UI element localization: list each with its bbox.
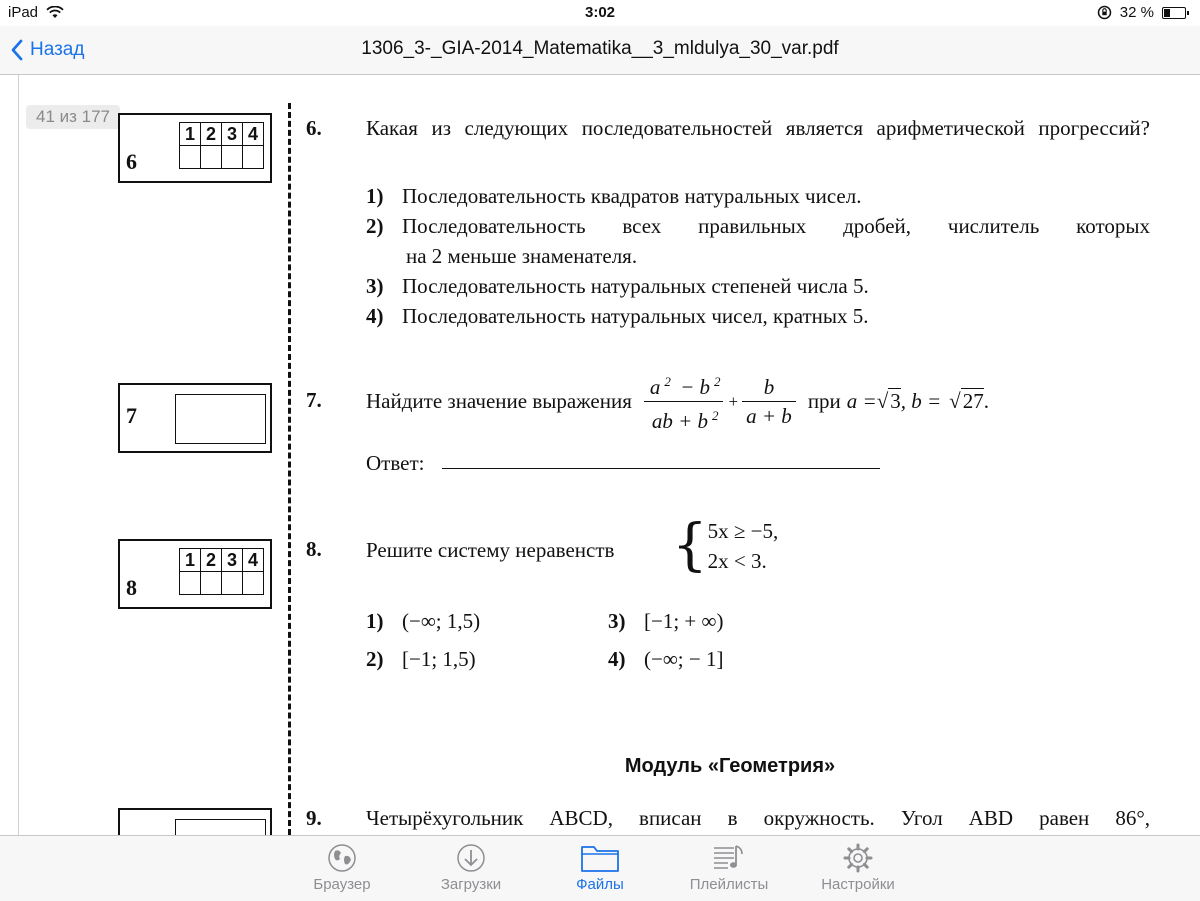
- grid-cell: [201, 572, 222, 595]
- tab-bar: [0, 835, 1200, 901]
- system-brace: {: [672, 513, 708, 578]
- answer-field: [175, 819, 266, 835]
- fraction-2: [742, 373, 796, 430]
- option-number: 1): [366, 609, 384, 633]
- fraction-2-numerator: b: [763, 375, 775, 399]
- answer-box-number: 6: [126, 149, 137, 174]
- grid-cell: [222, 146, 243, 169]
- grid-cell: [201, 146, 222, 169]
- option-text: (−∞; 1,5): [402, 609, 481, 633]
- question-6-option-continuation: [406, 241, 1190, 271]
- question-8-option: [608, 644, 838, 674]
- playlist-icon: [712, 842, 746, 874]
- exponent: 2: [664, 374, 671, 389]
- answer-box-8: [118, 539, 272, 609]
- sqrt-a: √3: [876, 389, 901, 413]
- inequality-2: 2x < 3.: [707, 549, 767, 573]
- question-9-number: 9.: [306, 806, 322, 830]
- tab-settings[interactable]: [793, 840, 923, 893]
- grid-cell-label: 3: [222, 123, 243, 146]
- back-button-label: Назад: [30, 39, 85, 60]
- answer-grid: [179, 122, 264, 169]
- chevron-left-icon: [10, 39, 24, 61]
- question-8-number: 8.: [306, 537, 322, 561]
- option-number: 2): [366, 214, 384, 238]
- orientation-lock-icon: [1097, 5, 1112, 20]
- option-number: 2): [366, 647, 384, 671]
- tab-downloads[interactable]: [406, 840, 536, 893]
- exponent: 2: [714, 374, 721, 389]
- grid-cell: [180, 146, 201, 169]
- answer-box-number: 7: [126, 403, 137, 428]
- answer-box-7: [118, 383, 272, 453]
- grid-cell: [243, 572, 264, 595]
- page-edge: [18, 75, 19, 835]
- globe-icon: [326, 842, 358, 874]
- answer-box-6: [118, 113, 272, 183]
- system-lines: [708, 516, 779, 576]
- inequality-1: 5x ≥ −5,: [707, 519, 779, 543]
- question-8-option: [366, 606, 596, 636]
- cut-line: [288, 103, 291, 835]
- pdf-page[interactable]: [0, 75, 1200, 835]
- radicand: 3: [890, 389, 901, 413]
- answer-box-9: [118, 808, 272, 835]
- question-8-option: [608, 606, 838, 636]
- answer-line: [442, 468, 880, 469]
- var-a: a: [649, 375, 661, 399]
- option-number: 1): [366, 184, 384, 208]
- tab-label: Файлы: [576, 876, 624, 893]
- fraction-1-numerator: [642, 368, 725, 401]
- question-6-option: [366, 271, 1150, 301]
- answer-grid: [179, 548, 264, 595]
- option-text: Последовательность натуральных степеней числа 5.: [402, 274, 869, 298]
- option-text: Последовательность квадратов натуральных чисел.: [402, 184, 862, 208]
- tab-label: Загрузки: [440, 876, 502, 893]
- tab-label: Браузер: [313, 876, 371, 893]
- question-9-text: Четырёхугольник ABCD, вписан в окружность. Угол ABD равен 86°,: [366, 806, 1150, 830]
- fraction-1: [642, 368, 725, 435]
- back-button[interactable]: [10, 34, 84, 66]
- sqrt-b: √27: [949, 389, 984, 413]
- condition-word: при: [807, 389, 841, 413]
- inequality-system: [672, 513, 779, 578]
- grid-cell: [222, 572, 243, 595]
- question-7-lead: Найдите значение выражения: [366, 389, 632, 413]
- tab-label: Плейлисты: [689, 876, 769, 893]
- grid-cell-label: 1: [180, 123, 201, 146]
- question-6-number: 6.: [306, 116, 322, 140]
- question-6-option: [366, 301, 1150, 331]
- answer-box-number: 8: [126, 575, 137, 600]
- grid-cell-label: 4: [243, 123, 264, 146]
- fraction-2-denominator: a + b: [742, 401, 796, 430]
- option-text: [−1; + ∞): [644, 609, 724, 633]
- question-6-option: [366, 211, 1150, 241]
- download-icon: [455, 842, 487, 874]
- navigation-bar: [0, 26, 1200, 75]
- grid-cell-label: 4: [243, 549, 264, 572]
- option-text: Последовательность всех правильных дробей, числитель которых: [402, 214, 1150, 238]
- question-6-option: [366, 181, 1150, 211]
- status-time: 3:02: [584, 4, 616, 21]
- option-number: 4): [608, 647, 626, 671]
- denominator-text: ab + b: [651, 409, 709, 433]
- section-title: Модуль «Геометрия»: [624, 755, 836, 777]
- tab-playlists[interactable]: [664, 840, 794, 893]
- battery-fill: [1164, 9, 1170, 17]
- grid-cell-label: 3: [222, 549, 243, 572]
- question-6-text: Какая из следующих последовательностей является арифметической прогрессий?: [366, 116, 1150, 140]
- answer-field: [175, 394, 266, 444]
- grid-cell-label: 2: [201, 123, 222, 146]
- tab-browser[interactable]: [277, 840, 407, 893]
- b-equals: , b =: [900, 389, 942, 413]
- grid-cell: [243, 146, 264, 169]
- grid-cell-label: 2: [201, 549, 222, 572]
- page-indicator: 41 из 177: [26, 105, 120, 129]
- fraction-1-denominator: [644, 401, 723, 435]
- option-number: 4): [366, 304, 384, 328]
- exponent: 2: [712, 408, 719, 423]
- status-bar: [0, 0, 1200, 26]
- option-text: (−∞; − 1]: [644, 647, 724, 671]
- tab-files[interactable]: [535, 840, 665, 893]
- option-number: 3): [366, 274, 384, 298]
- gear-icon: [842, 842, 874, 874]
- tab-label: Настройки: [821, 876, 895, 893]
- answer-label: Ответ:: [366, 451, 425, 475]
- folder-icon: [580, 842, 620, 874]
- radicand: 27: [962, 389, 984, 413]
- grid-cell-label: 1: [180, 549, 201, 572]
- option-text: [−1; 1,5): [402, 647, 476, 671]
- device-name: iPad: [8, 4, 39, 21]
- document-title: 1306_3-_GIA-2014_Matematika__3_mldulya_30_var.pdf: [361, 38, 839, 59]
- grid-cell: [180, 572, 201, 595]
- battery-percent: 32 %: [1119, 4, 1154, 21]
- a-equals: a =: [846, 389, 877, 413]
- question-8-text: Решите систему неравенств: [366, 538, 615, 562]
- plus-sign: +: [728, 391, 739, 411]
- question-7-text: [366, 368, 989, 435]
- battery-icon: [1162, 7, 1186, 19]
- option-text: на 2 меньше знаменателя.: [406, 244, 638, 268]
- numerator-rest: − b: [674, 375, 711, 399]
- question-8-option: [366, 644, 596, 674]
- period: .: [983, 389, 989, 413]
- question-7-number: 7.: [306, 388, 322, 412]
- option-number: 3): [608, 609, 626, 633]
- option-text: Последовательность натуральных чисел, кратных 5.: [402, 304, 869, 328]
